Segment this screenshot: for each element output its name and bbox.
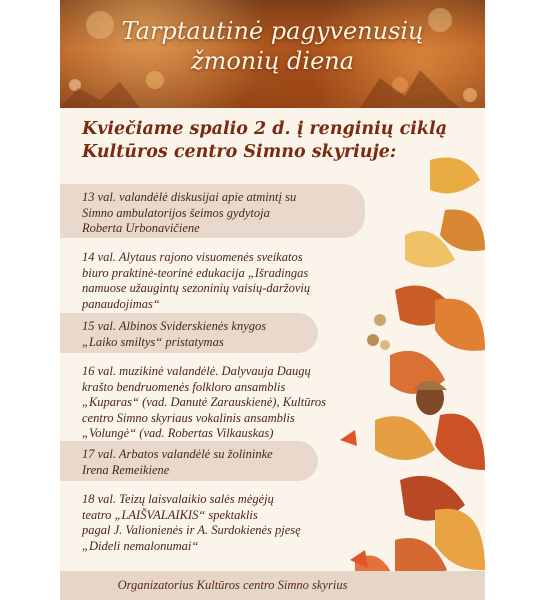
event-line: Simno ambulatorijos šeimos gydytoja (82, 205, 270, 220)
event-line: „Laiko smiltys“ pristatymas (82, 334, 224, 349)
event-line: Irena Remeikiene (82, 462, 170, 477)
event-line: 16 val. muzikinė valandėlė. Dalyvauja Daugų (82, 364, 311, 378)
event-line: centro Simno skyriaus vokalinis ansamblis (82, 410, 295, 425)
event-line: pagal J. Valionienės ir A. Surdokienės pjesę (82, 523, 301, 537)
organizer-text: Organizatorius Kultūros centro Simno skyrius (117, 578, 348, 592)
footer-bar (60, 571, 485, 600)
event-line: 14 val. Alytaus rajono visuomenės sveikatos (82, 250, 303, 264)
event-item (60, 486, 390, 556)
event-line: 15 val. Albinos Sviderskienės knygos (82, 319, 267, 333)
event-item (60, 244, 390, 310)
event-line: namuose užaugintų sezoninių vaisių-daržovių (82, 281, 311, 295)
intro-line: Kviečiame spalio 2 d. į renginių ciklą (82, 119, 448, 139)
event-line: 17 val. Arbatos valandėlė su žolininke (82, 447, 273, 461)
event-line: biuro praktinė-teorinė edukacija „Išradingas (82, 265, 309, 280)
event-item (60, 184, 365, 238)
event-line: „Volungė“ (vad. Robertas Vilkauskas) (82, 426, 274, 440)
event-item (60, 441, 318, 481)
event-item (60, 358, 390, 440)
event-line: teatro „LAIŠVALAIKIS“ spektaklis (82, 507, 258, 522)
page-title: Tarptautinė pagyvenusių žmonių diena (121, 17, 424, 75)
event-line: 13 val. valandėlė diskusijai apie atmintį su (82, 190, 297, 204)
event-line: krašto bendruomenės folkloro ansamblis (82, 379, 286, 394)
intro-line: Kultūros centro Simno skyriuje: (82, 142, 397, 162)
intro-heading (82, 118, 462, 164)
event-line: Roberta Urbonavičiene (82, 221, 200, 235)
event-line: „Kuparas“ (vad. Danutė Zarauskienė), Kultūros (82, 395, 326, 409)
event-item (60, 313, 318, 353)
header-banner (60, 0, 485, 108)
poster (60, 0, 485, 600)
event-line: panaudojimas“ (82, 296, 160, 311)
event-line: „Dideli nemalonumai“ (82, 538, 199, 553)
event-line: 18 val. Teizų laisvalaikio salės mėgėjų (82, 492, 274, 506)
